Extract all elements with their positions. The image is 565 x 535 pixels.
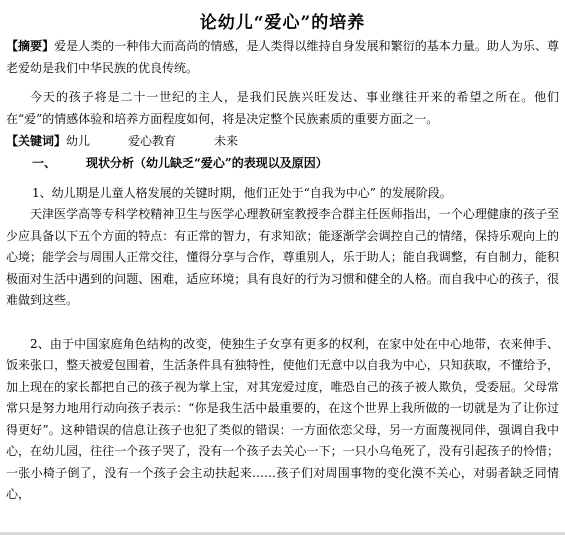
spacer (6, 174, 559, 182)
spacer (6, 312, 559, 334)
document-title: 论幼儿“爱心”的培养 (199, 13, 366, 33)
intro-paragraph: 今天的孩子将是二十一世纪的主人，是我们民族兴旺发达、事业继往开来的希望之所在。他们在“爱”的情感体验和培养方面程度如何，将是决定整个民族素质的重要方面之一。 (6, 90, 559, 126)
abstract-text: 爱是人类的一种伟大而高尚的情感，是人类得以维持自身发展和繁衍的基本力量。助人为乐、尊老爱幼是我们中华民族的优良传统。 (6, 39, 559, 75)
section-number: 一、 (32, 156, 57, 170)
point1-heading: 1、幼儿期是儿童人格发展的关键时期，他们正处于“自我为中心” 的发展阶段。 (32, 186, 452, 200)
section-heading (6, 152, 559, 174)
keyword-item: 幼儿 (66, 134, 91, 148)
abstract-paragraph (6, 36, 559, 79)
section-title: 现状分析（幼儿缺乏“爱心”的表现以及原因） (86, 156, 328, 170)
keywords-label: 【关键词】 (6, 134, 67, 148)
point2-body: 2、由于中国家庭角色结构的改变，使独生子女享有更多的权利，在家中处在中心地带，衣来伸手、饭来张口，整天被爱包围着，生活条件具有独特性，使他们无意中以自我为中心，只知获取，不懂给予，加上现在的家长都把自己的孩子视为掌上宝，对其宠爱过度，唯恐自己的孩子被人欺负，受委屈。父母常常只是努力地用行动向孩子表示：“你是我生活中最重要的，在这个世界上我所做的一切就是为了让你过得更好”。这种错误的信息让孩子也犯了类似的错误：一方面依恋父母，另一方面蔑视同伴，强调自我中心，在幼儿园，往往一个孩子哭了，没有一个孩子去关心一下；一只小乌龟死了，没有引起孩子的怜惜；一张小椅子倒了，没有一个孩子会主动扶起来……孩子们对周围事物的变化漠不关心，对弱者缺乏同情心， (6, 336, 559, 501)
keyword-item: 未来 (214, 134, 239, 148)
keywords-line (6, 130, 559, 152)
keyword-item: 爱心教育 (128, 134, 177, 148)
abstract-label: 【摘要】 (6, 39, 55, 53)
point1-body: 天津医学高等专科学校精神卫生与医学心理教研室教授李合群主任医师指出，一个心理健康的孩子至少应具备以下五个方面的特点：有正常的智力，有求知欲；能逐渐学会调控自己的情绪，保持乐观向上的心境；能学会与周围人正常交往，懂得分享与合作，尊重别人，乐于助人；能自我调整，有自制力，能积极面对生活中遇到的问题、困难，适应环境；具有良好的行为习惯和健全的人格。而自我中心的孩子，很难做到这些。 (6, 207, 559, 307)
spacer (6, 79, 559, 87)
